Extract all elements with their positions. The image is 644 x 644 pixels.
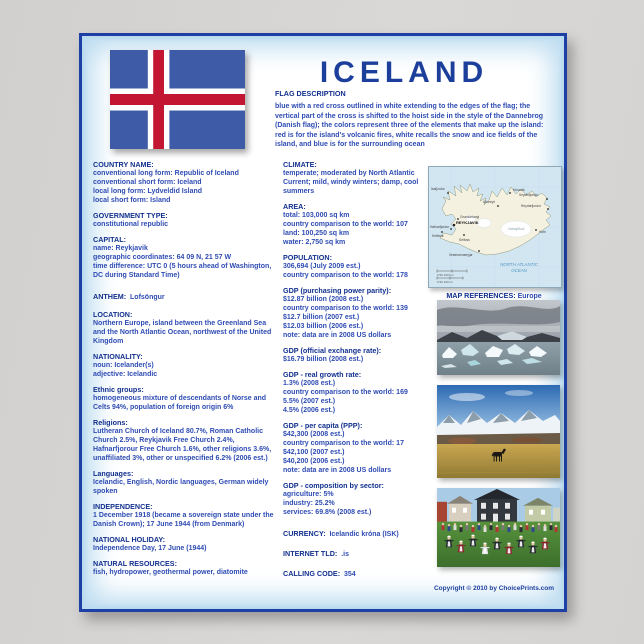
info-line: $12.7 billion (2007 est.) [283,314,360,321]
flag-description-heading: FLAG DESCRIPTION [275,89,346,98]
city-dot [509,192,511,194]
info-line: 1 December 1918 (became a sovereign state under the Danish Crown); 17 June 1944 (from Denmark) [93,512,274,528]
info-section [283,563,427,581]
city-dot [441,231,443,233]
photo-mountain-horse [437,385,560,478]
city-label: Hafnarfjordur [430,225,450,229]
info-line: $16.79 billion (2008 est.) [283,356,364,363]
info-section [93,310,275,346]
info-line: 306,694 (July 2009 est.) [283,263,361,270]
flag-description-text: blue with a red cross outlined in white extending to the edges of the flag; the vertical part of the cross is shifted to the hoist side in the style of the Dannebrog (Danish flag); the colors represent three of the elements that make up the island: red is for the island's volcanic fires, white recalls the snow and ice fields of the island, and blue is for the surrounding ocean [275,103,544,149]
city-dot [535,229,537,231]
info-section [283,160,427,196]
city-dot [497,205,499,207]
section-heading: NATURAL RESOURCES: [93,559,177,568]
map-references-label: MAP REFERENCES: [446,291,516,300]
info-line: industry: 25.2% [283,500,335,507]
info-line: geographic coordinates: 64 09 N, 21 57 W [93,254,232,261]
city-dot [463,234,465,236]
info-section [93,502,275,529]
glacier-label: Vatnajökull [507,227,525,231]
info-section [93,469,275,496]
section-heading: INDEPENDENCE: [93,502,153,511]
info-line: Independence Day, 17 June (1944) [93,545,207,552]
glacier-lagoon-illustration [437,300,560,375]
info-line: homogeneous mixture of descendants of Norse and Celts 94%, population of foreign origin 6% [93,395,267,411]
info-line: $12.03 billion (2006 est.) [283,323,364,330]
info-line: $42,300 (2008 est.) [283,431,345,438]
info-section [93,559,275,577]
info-line: local short form: Island [93,197,171,204]
info-line: Northern Europe, island between the Greenland Sea and the North Atlantic Ocean, northwest of the United Kingdom [93,320,272,345]
city-dot [478,250,480,252]
city-label: Vestmannaeyjar [449,253,473,257]
city-dot [447,192,449,194]
city-dot [547,208,549,210]
section-heading: GDP - real growth rate: [283,370,362,379]
info-line: 4.5% (2006 est.) [283,407,336,414]
copyright-notice: Copyright © 2010 by ChoicePrints.com [433,585,554,592]
info-line: 1.3% (2008 est.) [283,380,336,387]
section-heading: LOCATION: [93,310,133,319]
map-scale-km: 0 50 100 km [437,273,454,277]
city-dot [457,218,459,220]
section-heading: GOVERNMENT TYPE: [93,211,168,220]
left-info-column [93,160,275,583]
section-heading: GDP - composition by sector: [283,481,384,490]
info-line: country comparison to the world: 169 [283,389,408,396]
info-line: 5.5% (2007 est.) [283,398,336,405]
section-heading: GDP (official exchange rate): [283,346,382,355]
city-dot [453,224,456,227]
info-line: $42,100 (2007 est.) [283,449,345,456]
section-heading: Ethnic groups: [93,385,144,394]
iceland-map-graphic [429,167,561,287]
city-label: Reydarfjordur [521,204,541,208]
info-line: country comparison to the world: 178 [283,272,408,279]
city-label: Keflavik [432,234,444,238]
city-label: Akureyri [483,200,496,204]
city-label: Husavik [513,188,525,192]
info-section [283,346,427,364]
section-heading: GDP - per capita (PPP): [283,421,363,430]
info-section [93,385,275,412]
mountain-horse-illustration [437,385,560,478]
info-line: land: 100,250 sq km [283,230,350,237]
ocean-label-line2: OCEAN [511,268,527,273]
section-value: Lofsöngur [126,294,165,301]
info-section [93,160,275,205]
info-line: conventional short form: Iceland [93,179,202,186]
ocean-label: NORTH ATLANTIC [500,262,538,267]
section-value: Icelandic króna (ISK) [325,531,399,538]
iceland-poster [79,33,567,612]
info-line: agriculture: 5% [283,491,334,498]
photo-folk-dancers [437,488,560,567]
iceland-flag-graphic [110,50,245,149]
info-section [283,202,427,247]
city-label: Isafjordur [431,187,445,191]
photo-glacier-lagoon [437,300,560,375]
section-heading: CAPITAL: [93,235,127,244]
info-section [283,286,427,340]
info-line: fish, hydropower, geothermal power, diatomite [93,569,248,576]
section-heading: NATIONALITY: [93,352,143,361]
info-line: Lutheran Church of Iceland 80.7%, Roman Catholic Church 2.5%, Reykjavik Free Church 2.4%, Hafnarfjorour Free Church 1.6%, other religions 3.6%, unaffiliated 3%, other or unspecified 6.2% (2006 est.) [93,428,272,462]
info-line: note: data are in 2008 US dollars [283,467,392,474]
info-section [93,418,275,463]
section-heading: CURRENCY: [283,529,326,538]
info-section [93,352,275,379]
city-dot [546,198,548,200]
info-section [283,421,427,475]
info-line: services: 69.8% (2008 est.) [283,509,372,516]
city-dot [450,228,452,230]
section-heading: Religions: [93,418,128,427]
info-section [93,286,275,304]
section-heading: POPULATION: [283,253,332,262]
section-heading: CALLING CODE: [283,569,341,578]
section-heading: NATIONAL HOLIDAY: [93,535,166,544]
map-references-value: Europe [517,293,542,300]
section-heading: INTERNET TLD: [283,549,338,558]
middle-info-column [283,160,427,583]
section-heading: Languages: [93,469,134,478]
info-section [283,481,427,517]
info-line: country comparison to the world: 17 [283,440,404,447]
info-line: name: Reykjavik [93,245,148,252]
info-line: conventional long form: Republic of Iceland [93,170,239,177]
city-label: Seydisfjordur [519,193,539,197]
info-line: country comparison to the world: 107 [283,221,408,228]
info-section [93,535,275,553]
info-section [283,543,427,561]
iceland-flag [110,50,245,149]
info-line: local long form: Lydveldid Island [93,188,203,195]
iceland-map [428,166,562,288]
city-label: Grundartangi [460,215,480,219]
map-scale-mi: 0 50 100 mi [437,280,453,284]
info-line: Icelandic, English, Nordic languages, German widely spoken [93,479,269,495]
page-title: ICELAND [319,56,489,89]
city-label: Selfoss [459,238,470,242]
section-heading: CLIMATE: [283,160,317,169]
section-heading: ANTHEM: [93,292,127,301]
city-label: Hofn [539,230,546,234]
info-line: $40,200 (2006 est.) [283,458,345,465]
info-line: adjective: Icelandic [93,371,158,378]
info-line: time difference: UTC 0 (5 hours ahead of Washington, DC during Standard Time) [93,263,272,279]
info-line: temperate; moderated by North Atlantic Current; mild, windy winters; damp, cool summers [283,170,419,195]
info-line: water: 2,750 sq km [283,239,346,246]
info-section [283,523,427,541]
info-section [93,235,275,280]
info-section [283,253,427,280]
city-label: REYKJAVIK [456,220,479,225]
info-line: $12.87 billion (2008 est.) [283,296,364,303]
info-line: noun: Icelander(s) [93,362,154,369]
info-section [283,370,427,415]
info-line: note: data are in 2008 US dollars [283,332,392,339]
info-line: country comparison to the world: 139 [283,305,408,312]
info-section [93,211,275,229]
section-heading: GDP (purchasing power parity): [283,286,392,295]
section-value: 354 [340,571,356,578]
section-heading: AREA: [283,202,306,211]
folk-dancers-illustration [437,488,560,567]
section-value: .is [337,551,349,558]
info-line: constitutional republic [93,221,169,228]
info-line: total: 103,000 sq km [283,212,350,219]
section-heading: COUNTRY NAME: [93,160,154,169]
